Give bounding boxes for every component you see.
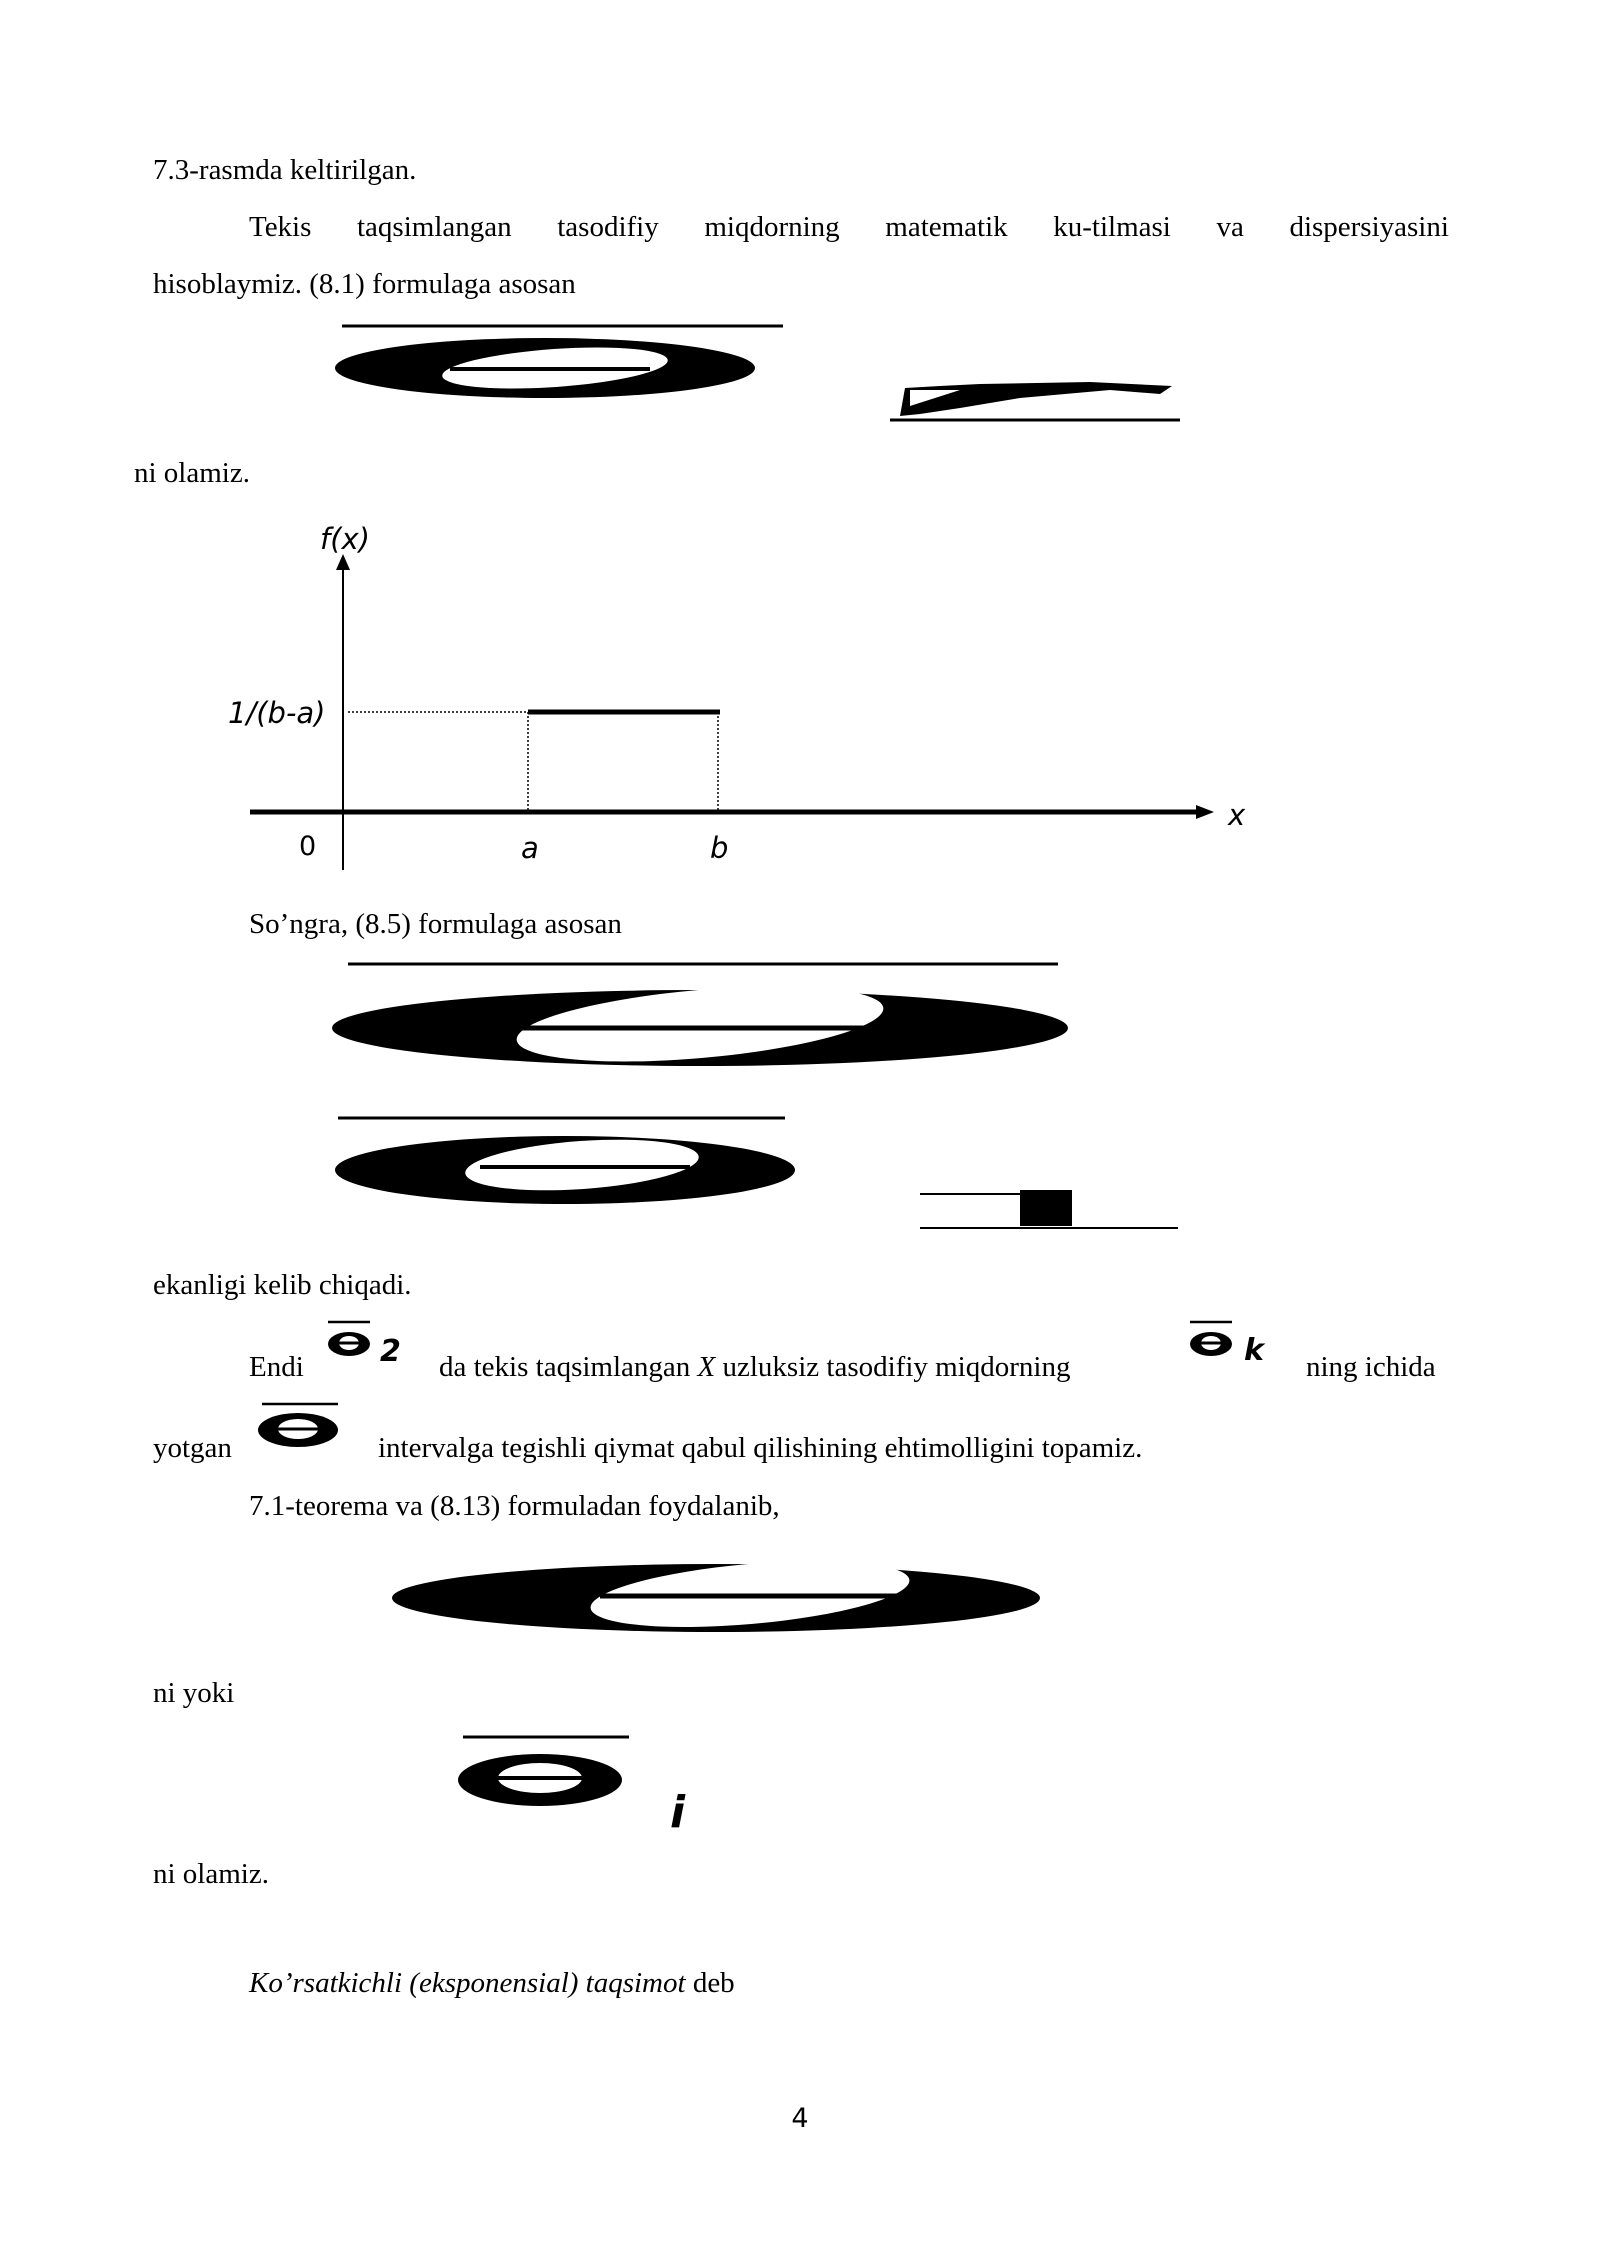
variable-x: X — [697, 1351, 716, 1383]
text-span: da tekis taqsimlangan — [439, 1351, 691, 1383]
word: va — [1216, 211, 1244, 243]
text-span: uzluksiz tasodifiy miqdorning — [722, 1351, 1071, 1383]
text-line: ni olamiz. — [153, 1858, 269, 1890]
svg-text:k: k — [1244, 1333, 1264, 1368]
x-axis-label: x — [1228, 798, 1246, 832]
b-tick-label: b — [710, 831, 729, 865]
word: tasodifiy — [557, 211, 659, 243]
a-tick-label: a — [521, 831, 539, 865]
y-axis-label: f(x) — [320, 522, 370, 556]
text-span: deb — [692, 1967, 735, 1999]
formula-image-5 — [455, 1725, 735, 1835]
text-line: 7.3-rasmda keltirilgan. — [153, 154, 417, 186]
word: taqsimlangan — [357, 211, 512, 243]
word: matematik — [885, 211, 1008, 243]
text-segment — [439, 1349, 1070, 1385]
formula-image-2 — [330, 958, 1090, 1078]
text-segment: intervalga tegishli qiymat qabul qilishining ehtimolligini topamiz. — [378, 1432, 1143, 1464]
x-axis-arrow — [1196, 805, 1214, 819]
word: ku-tilmasi — [1053, 211, 1171, 243]
y-axis-arrow — [336, 554, 350, 570]
text-segment: ning ichida — [1306, 1351, 1436, 1383]
origin-tick-label: 0 — [299, 831, 317, 862]
density-graph — [210, 520, 1260, 880]
page-number: 4 — [791, 2103, 809, 2134]
text-endi: Endi — [249, 1351, 304, 1383]
inline-formula-theta — [254, 1400, 344, 1458]
text-line: So’ngra, (8.5) formulaga asosan — [249, 908, 622, 940]
text-line: ni yoki — [153, 1677, 235, 1709]
text-line: hisoblaymiz. (8.1) formulaga asosan — [153, 268, 576, 300]
italic-term: Ko’rsatkichli (eksponensial) taqsimot — [249, 1967, 686, 1999]
svg-text:2: 2 — [380, 1334, 401, 1369]
svg-text:i: i — [670, 1787, 686, 1835]
text-line: ni olamiz. — [134, 457, 250, 489]
formula-image-1 — [320, 318, 1200, 428]
word: Tekis — [249, 211, 312, 243]
text-line: 7.1-teorema va (8.13) formuladan foydalanib, — [249, 1490, 780, 1522]
text-yotgan: yotgan — [153, 1432, 232, 1464]
text-line-justified — [249, 209, 1449, 245]
text-line — [249, 1965, 735, 2001]
formula-image-4 — [390, 1552, 1050, 1642]
word: dispersiyasini — [1289, 211, 1449, 243]
level-tick-label: 1/(b-a) — [228, 696, 326, 730]
inline-formula-theta-k — [1188, 1318, 1288, 1376]
formula-image-3 — [330, 1112, 1190, 1242]
word: miqdorning — [704, 211, 840, 243]
text-line: ekanligi kelib chiqadi. — [153, 1269, 412, 1301]
inline-formula-theta-2 — [326, 1318, 418, 1376]
